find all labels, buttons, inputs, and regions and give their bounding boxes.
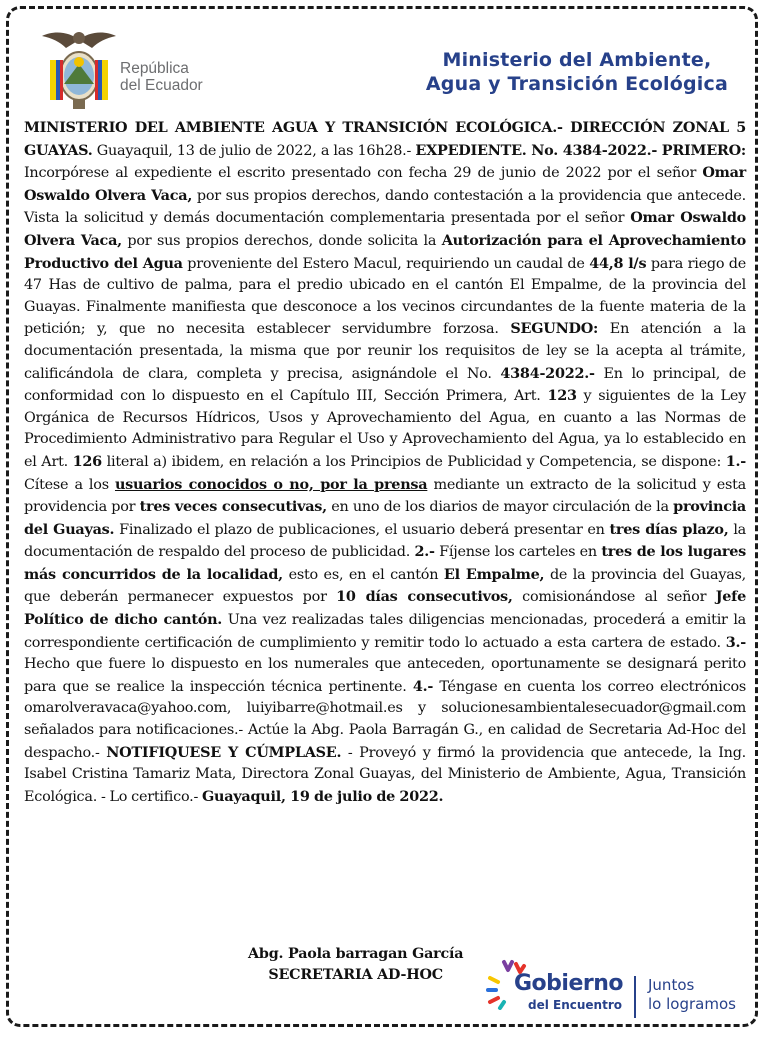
article-number: 126 [72, 452, 102, 470]
signature-block [248, 944, 463, 986]
text-segment: mediante un extracto de la solicitud y esta providencia por [24, 476, 746, 516]
emphasis: tres veces consecutivas, [139, 498, 327, 516]
ministry-line-1: Ministerio del Ambiente, [442, 49, 712, 71]
file-number: 4384-2022.- [500, 364, 595, 382]
republica-line-2: del Ecuador [120, 77, 203, 94]
applicant-name: Omar Oswaldo Olvera Vaca, [24, 209, 746, 249]
emphasis: Jefe Político de dicho cantón. [24, 588, 746, 629]
gobierno-logo [484, 950, 754, 1020]
item-number: 3.- [725, 633, 746, 651]
text-segment: Fíjense los carteles en [434, 544, 602, 561]
text-segment: Hecho que fuere lo dispuesto en los numerales que anteceden, oportunamente se designará perito para que se realice la inspección técnica pertinente. [24, 656, 746, 695]
emphasis: tres días plazo, [609, 520, 729, 538]
logo-divider [634, 976, 636, 1018]
ministry-line-2: Agua y Transición Ecológica [425, 73, 728, 95]
text-segment: En atención a la documentación presentada, la misma que por reunir los requisitos de ley se la acepta al trámite, calificándola de clara, completa y precisa, asignándole el No. [24, 321, 746, 382]
text-segment: literal a) ibidem, en relación a los Principios de Publicidad y Competencia, se dispone: [101, 453, 726, 470]
text-segment: Cítese a los [24, 476, 115, 493]
article-number: 123 [547, 387, 577, 405]
text-segment: por sus propios derechos, dando contestación a la providencia que antecede. Vista la solicitud y demás documentación complementaria presentada por el señor [24, 187, 747, 227]
emphasis: 10 días consecutivos, [336, 588, 513, 606]
emphasis: provincia del Guayas. [24, 498, 746, 538]
slogan-line-1: Juntos [648, 976, 695, 994]
republica-label [120, 60, 203, 94]
text-segment: Téngase en cuenta los correo electrónicos omarolveravaca@yahoo.com, luiyibarre@hotmail.es y solucionesambientalesecuador@gmail.com señalados para notificaciones.- Actúe la Abg. Paola Barragán G., en calidad de Secretaria Ad-Hoc del despacho.- [24, 678, 746, 761]
text-segment: comisionándose al señor [512, 589, 716, 606]
document-body [24, 117, 746, 808]
text-segment: para riego de 47 Has de cultivo de palma, para el predio ubicado en el cantón El Empalme, de la provincia del Guayas. Finalmente manifiesta que desconoce a los vecinos circundantes de la fuente materia de la petición; y, que no necesita establecer servidumbre forzosa. [24, 255, 746, 338]
text-segment: por sus propios derechos, donde solicita la [121, 232, 442, 249]
emphasis: tres de los lugares más concurridos de la localidad, [24, 543, 747, 583]
text-segment: y siguientes de la Ley Orgánica de Recursos Hídricos, Usos y Aprovechamiento del Agua, en cuanto a las Normas de Procedimiento Administrativo para Regular el Uso y Aprovechamiento del Agua, ya lo establecido en el Art. [24, 388, 746, 470]
text-segment: En lo principal, de conformidad con lo dispuesto en el Capítulo III, Sección Primera, Art. [24, 365, 746, 405]
document-heading: MINISTERIO DEL AMBIENTE AGUA Y TRANSICIÓN ECOLÓGICA.- DIRECCIÓN ZONAL 5 GUAYAS. [24, 119, 746, 159]
underlined-notice: usuarios conocidos o no, por la prensa [114, 475, 428, 493]
text-segment: Incorpórese al expediente el escrito presentado con fecha 29 de junio de 2022 por el señor [24, 165, 703, 182]
signer-name: Abg. Paola barragan García [248, 946, 464, 962]
text-segment: en uno de los diarios de mayor circulación de la [326, 499, 674, 516]
section-segundo: SEGUNDO: [510, 320, 599, 338]
document-header [0, 0, 768, 112]
gobierno-name: Gobierno [514, 971, 624, 996]
expediente-label: EXPEDIENTE. No. 4384-2022.- PRIMERO: [415, 141, 746, 159]
text-segment: esto es, en el cantón [282, 566, 444, 583]
gobierno-subtitle: del Encuentro [528, 998, 622, 1012]
text-segment: proveniente del Estero Macul, requiriendo un caudal de [182, 255, 590, 272]
text-segment: la documentación de respaldo del proceso de publicidad. [24, 521, 747, 561]
notify-label: NOTIFIQUESE Y CÚMPLASE. [106, 743, 342, 761]
emphasis: El Empalme, [443, 565, 545, 583]
text-segment: - Proveyó y firmó la providencia que antecede, la Ing. Isabel Cristina Tamariz Mata, Directora Zonal Guayas, del Ministerio de Ambiente, Agua, Transición Ecológica. - Lo certifico.- [24, 744, 746, 805]
republica-logo [40, 26, 240, 116]
text-segment: Una vez realizadas tales diligencias mencionadas, procederá a emitir la correspondiente certificación de cumplimiento y remitir todo lo actuado a esta cartera de estado. [24, 612, 747, 651]
coat-of-arms-icon [40, 26, 118, 114]
closing-date: Guayaquil, 19 de julio de 2022. [201, 787, 444, 805]
authorization-title: Autorización para el Aprovechamiento Productivo del Agua [24, 231, 746, 272]
item-number: 1.- [725, 452, 746, 470]
gobierno-slogan [648, 976, 736, 1014]
ministry-title [426, 48, 728, 96]
applicant-name: Omar Oswaldo Olvera Vaca, [24, 164, 746, 204]
flow-rate: 44,8 l/s [589, 254, 647, 272]
item-number: 4.- [412, 677, 434, 695]
item-number: 2.- [414, 543, 435, 561]
text-segment: Guayaquil, 13 de julio de 2022, a las 16h28.- [92, 142, 416, 159]
text-segment: de la provincia del Guayas, que deberán permanecer expuestos por [24, 566, 746, 606]
republica-line-1: República [120, 60, 189, 77]
slogan-line-2: lo logramos [648, 995, 736, 1013]
signer-role: SECRETARIA AD-HOC [268, 967, 443, 983]
text-segment: Finalizado el plazo de publicaciones, el usuario deberá presentar en [114, 521, 610, 538]
